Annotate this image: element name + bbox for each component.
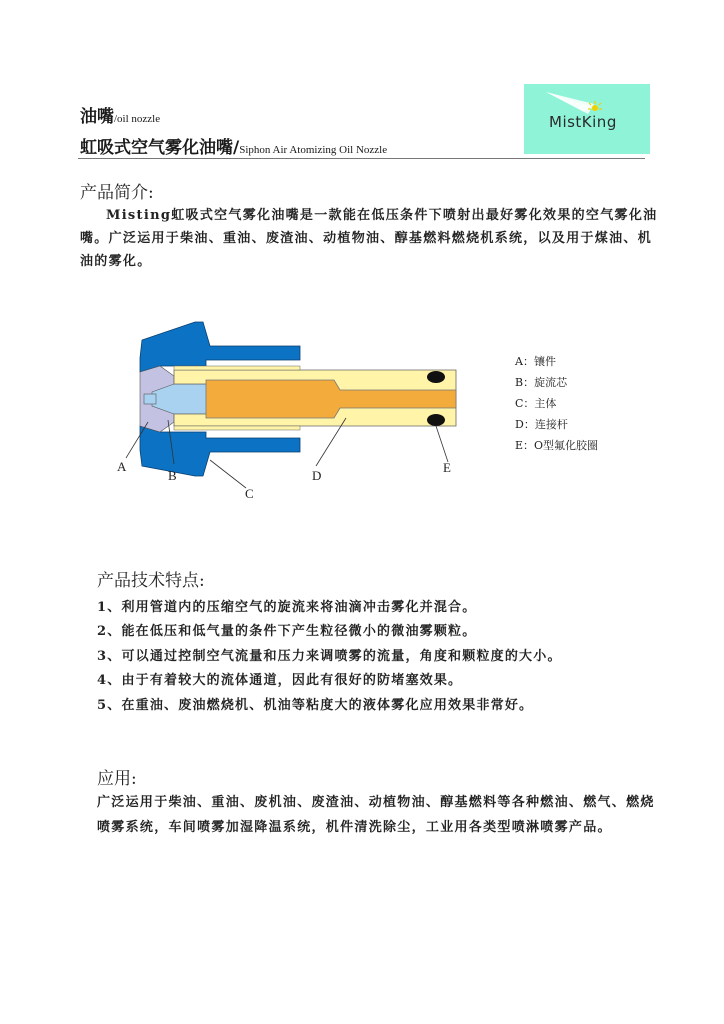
feature-item: 5、在重油、废油燃烧机、机油等粘度大的液体雾化应用效果非常好。 — [97, 698, 534, 713]
label-c: C — [245, 486, 254, 501]
title1-en: /oil nozzle — [114, 113, 161, 125]
legend-d: D：连接杆 — [515, 418, 568, 431]
legend-a: A：镶件 — [515, 355, 556, 368]
header-divider — [78, 158, 645, 159]
title2-en: Siphon Air Atomizing Oil Nozzle — [239, 144, 388, 156]
intro-body: Misting虹吸式空气雾化油嘴是一款能在低压条件下喷射出最好雾化效果的空气雾化油嘴。广泛运用于柴油、重油、废渣油、动植物油、醇基燃料燃烧机系统，以及用于煤油、机油的雾化。 — [80, 208, 658, 269]
title2-cn: 虹吸式空气雾化油嘴/ — [80, 138, 240, 158]
feature-item: 2、能在低压和低气量的条件下产生粒径微小的微油雾颗粒。 — [97, 624, 477, 639]
label-b: B — [168, 468, 177, 483]
label-a: A — [117, 459, 127, 474]
application-heading: 应用: — [97, 769, 137, 789]
feature-item: 1、利用管道内的压缩空气的旋流来将油滴冲击雾化并混合。 — [97, 600, 477, 615]
logo-text: MistKing — [549, 113, 617, 131]
label-e: E — [443, 460, 451, 475]
title-oil-nozzle — [80, 102, 160, 127]
nozzle-cross-section-diagram — [100, 310, 470, 510]
label-d: D — [312, 468, 322, 483]
title1-cn: 油嘴 — [80, 107, 114, 127]
feature-item: 4、由于有着较大的流体通道，因此有很好的防堵塞效果。 — [97, 673, 463, 688]
legend-b: B：旋流芯 — [515, 376, 568, 389]
feature-item: 3、可以通过控制空气流量和压力来调喷雾的流量，角度和颗粒度的大小。 — [97, 649, 562, 664]
title-siphon-nozzle — [80, 133, 387, 158]
application-text: 广泛运用于柴油、重油、废机油、废渣油、动植物油、醇基燃料等各种燃油、燃气、燃烧喷雾系统，车间喷雾加湿降温系统，机件清洗除尘，工业用各类型喷淋喷雾产品。 — [97, 795, 655, 835]
features-heading: 产品技术特点: — [97, 571, 205, 591]
legend-e: E：O型氟化胶圈 — [515, 439, 599, 452]
intro-heading: 产品简介: — [80, 183, 154, 203]
legend-c: C：主体 — [515, 397, 557, 410]
mistking-logo — [524, 84, 650, 154]
intro-text — [80, 204, 660, 273]
